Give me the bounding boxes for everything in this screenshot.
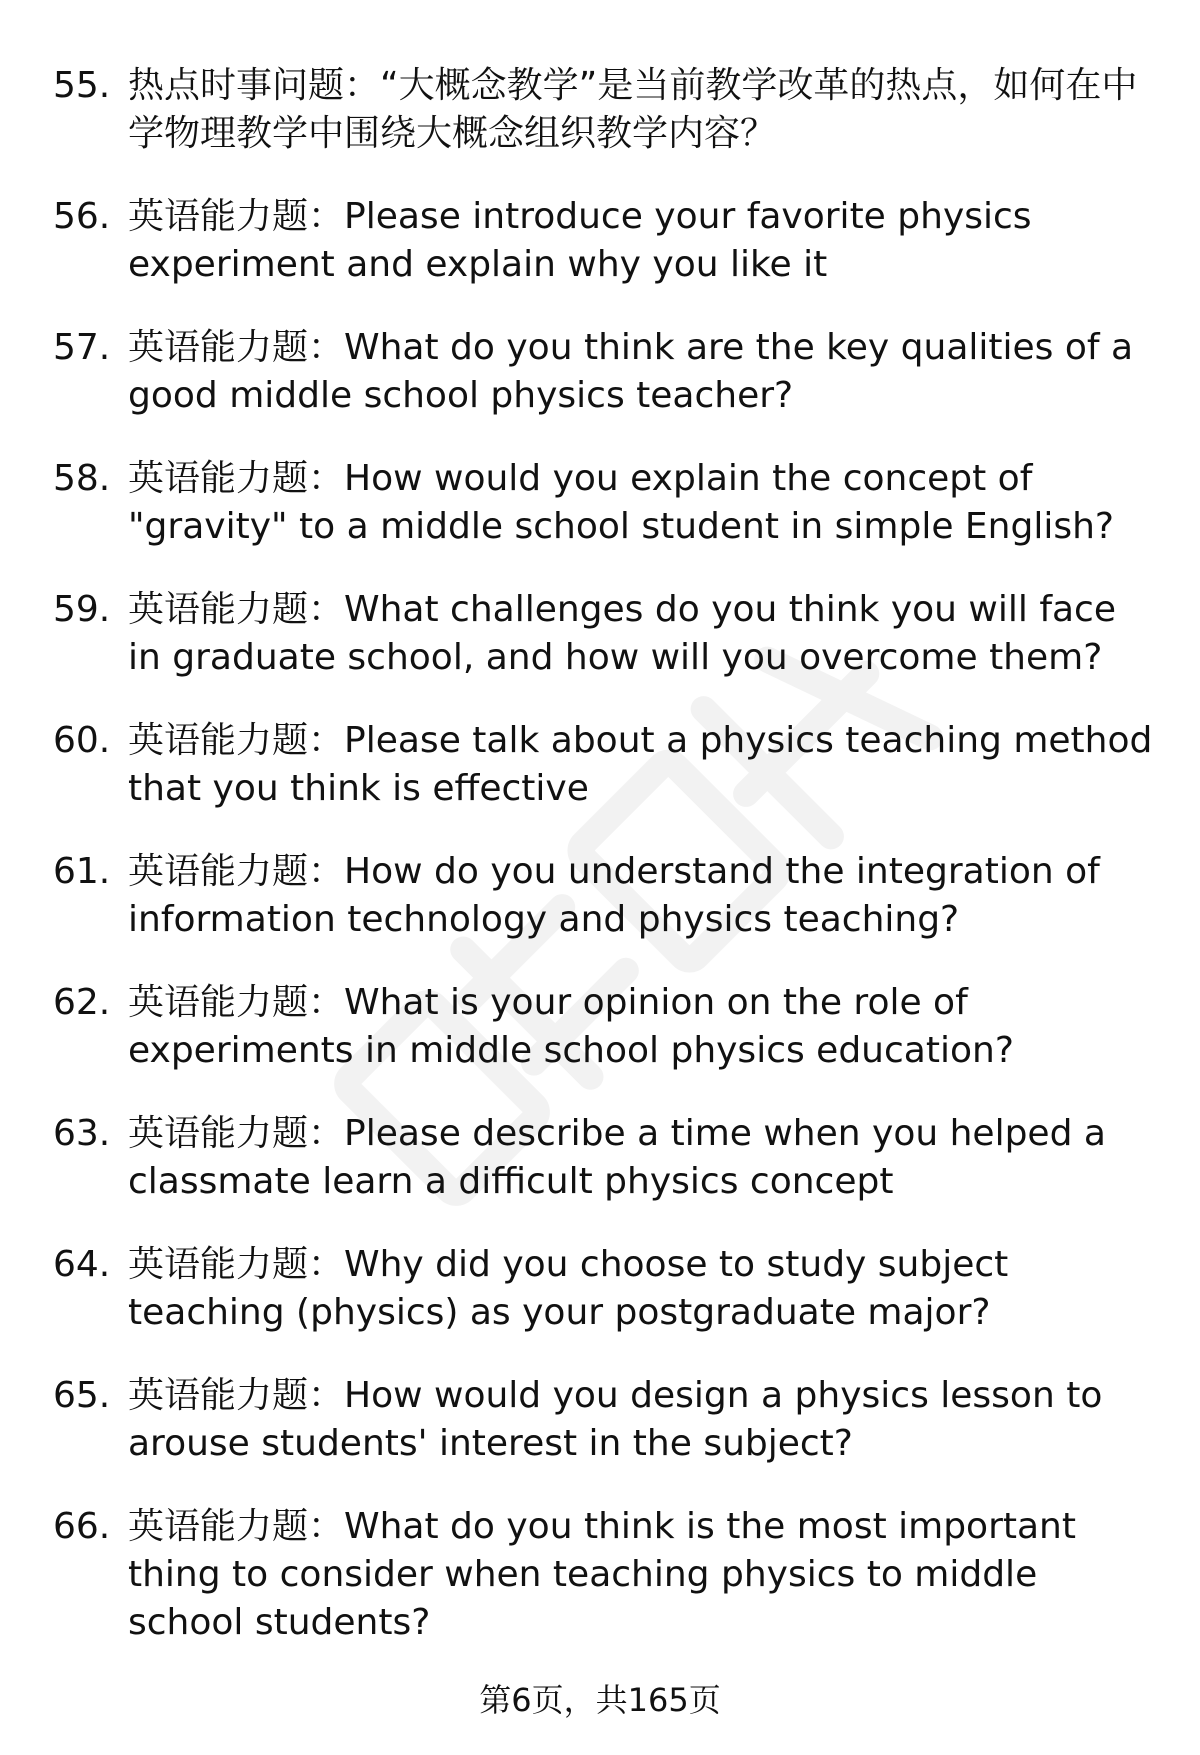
question-number: 62.: [53, 982, 111, 1023]
question-body: [128, 324, 1153, 420]
question-number: 59.: [53, 589, 111, 630]
question-list: [53, 62, 1153, 1647]
question-item: [53, 979, 1153, 1075]
question-body: [128, 455, 1153, 551]
question-category: 英语能力题：: [128, 458, 345, 499]
question-number: 57.: [53, 327, 111, 368]
question-body: [128, 586, 1153, 682]
question-body: [128, 1503, 1153, 1647]
question-category: 英语能力题：: [128, 589, 345, 630]
question-item: [53, 62, 1153, 158]
question-number: 55.: [53, 65, 111, 106]
question-text: Please describe a time when you helped a classmate learn a difficult physics concept: [128, 1113, 1106, 1202]
question-body: [128, 1372, 1153, 1468]
question-body: [128, 1241, 1153, 1337]
question-item: [53, 1372, 1153, 1468]
question-text: How would you explain the concept of "gravity" to a middle school student in simple English?: [128, 458, 1115, 547]
question-body: [128, 1110, 1153, 1206]
question-number: 64.: [53, 1244, 111, 1285]
question-category: 英语能力题：: [128, 327, 345, 368]
question-item: [53, 848, 1153, 944]
question-text: What challenges do you think you will face in graduate school, and how will you overcome them?: [128, 589, 1116, 678]
question-item: [53, 324, 1153, 420]
question-category: 英语能力题：: [128, 1113, 345, 1154]
question-text: What do you think are the key qualities of a good middle school physics teacher?: [128, 327, 1134, 416]
question-text: How would you design a physics lesson to arouse students' interest in the subject?: [128, 1375, 1103, 1464]
question-item: [53, 717, 1153, 813]
question-category: 英语能力题：: [128, 720, 345, 761]
question-text: Please introduce your favorite physics experiment and explain why you like it: [128, 196, 1032, 285]
question-number: 56.: [53, 196, 111, 237]
question-body: [128, 848, 1153, 944]
question-category: 热点时事问题：: [128, 65, 381, 106]
question-text: Please talk about a physics teaching method that you think is effective: [128, 720, 1153, 809]
question-category: 英语能力题：: [128, 851, 345, 892]
question-number: 60.: [53, 720, 111, 761]
question-category: 英语能力题：: [128, 1244, 345, 1285]
question-text: What do you think is the most important thing to consider when teaching physics to middle school students?: [128, 1506, 1076, 1643]
question-text: “大概念教学”是当前教学改革的热点，如何在中学物理教学中围绕大概念组织教学内容？: [128, 65, 1138, 154]
question-text: Why did you choose to study subject teaching (physics) as your postgraduate major?: [128, 1244, 1009, 1333]
question-text: How do you understand the integration of information technology and physics teaching?: [128, 851, 1100, 940]
page-indicator: 第6页，共165页: [479, 1681, 721, 1719]
question-number: 58.: [53, 458, 111, 499]
question-item: [53, 1503, 1153, 1647]
question-text: What is your opinion on the role of experiments in middle school physics education?: [128, 982, 1014, 1071]
question-item: [53, 1241, 1153, 1337]
question-body: [128, 62, 1153, 158]
question-category: 英语能力题：: [128, 1375, 345, 1416]
question-item: [53, 586, 1153, 682]
question-category: 英语能力题：: [128, 1506, 345, 1547]
question-item: [53, 455, 1153, 551]
question-item: [53, 1110, 1153, 1206]
question-number: 65.: [53, 1375, 111, 1416]
question-number: 61.: [53, 851, 111, 892]
question-body: [128, 193, 1153, 289]
question-number: 66.: [53, 1506, 111, 1547]
question-body: [128, 717, 1153, 813]
question-category: 英语能力题：: [128, 196, 345, 237]
question-category: 英语能力题：: [128, 982, 345, 1023]
question-number: 63.: [53, 1113, 111, 1154]
question-item: [53, 193, 1153, 289]
question-body: [128, 979, 1153, 1075]
